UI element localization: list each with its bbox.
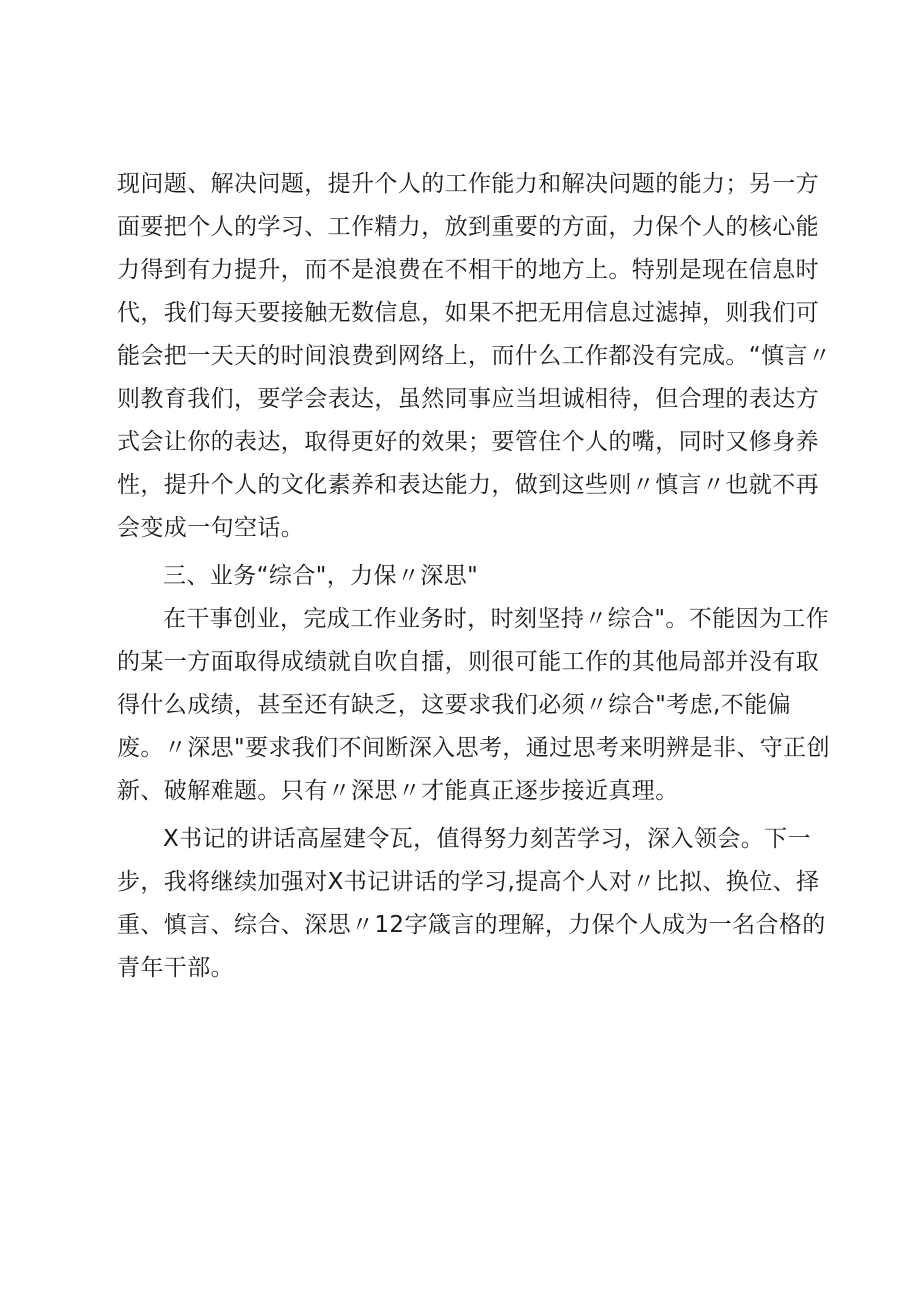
paragraph-line: 则教育我们，要学会表达，虽然同事应当坦诚相待，但合理的表达方 (117, 386, 819, 412)
paragraph-line: 重、慎言、综合、深思〃12字箴言的理解，力保个人成为一名合格的 (117, 912, 826, 938)
paragraph-line: 会变成一句空话。 (117, 515, 305, 541)
paragraph-line: 青年干部。 (117, 955, 234, 981)
paragraph-line: 步，我将继续加强对X书记讲话的学习,提高个人对〃比拟、换位、择 (117, 869, 820, 895)
paragraph-line: 新、破解难题。只有〃深思〃才能真正逐步接近真理。 (117, 778, 679, 804)
paragraph-line: 能会把一天天的时间浪费到网络上，而什么工作都没有完成。“慎言〃 (117, 343, 832, 369)
paragraph-line: 代，我们每天要接触无数信息，如果不把无用信息过滤掉，则我们可 (117, 300, 819, 326)
paragraph-line: 废。〃深思"要求我们不间断深入思考，通过思考来明辨是非、守正创 (117, 735, 830, 761)
section-heading: 三、业务“综合"，力保〃深思" (163, 563, 479, 589)
paragraph-line: 现问题、解决问题，提升个人的工作能力和解决问题的能力；另一方 (117, 171, 819, 197)
paragraph-line: 在干事创业，完成工作业务时，时刻坚持〃综合"。不能因为工作 (163, 606, 830, 632)
paragraph-line: 性，提升个人的文化素养和表达能力，做到这些则〃慎言〃也就不再 (117, 472, 819, 498)
paragraph-line: 力得到有力提升，而不是浪费在不相干的地方上。特别是现在信息时 (117, 257, 819, 283)
paragraph-line: 面要把个人的学习、工作精力，放到重要的方面，力保个人的核心能 (117, 214, 819, 240)
paragraph-line: 的某一方面取得成绩就自吹自擂，则很可能工作的其他局部并没有取 (117, 649, 819, 675)
paragraph-line: 式会让你的表达，取得更好的效果；要管住个人的嘴，同时又修身养 (117, 429, 819, 455)
paragraph-line: X书记的讲话高屋建令瓦，值得努力刻苦学习，深入领会。下一 (163, 826, 811, 852)
paragraph-line: 得什么成绩，甚至还有缺乏，这要求我们必须〃综合"考虑,不能偏 (117, 692, 791, 718)
